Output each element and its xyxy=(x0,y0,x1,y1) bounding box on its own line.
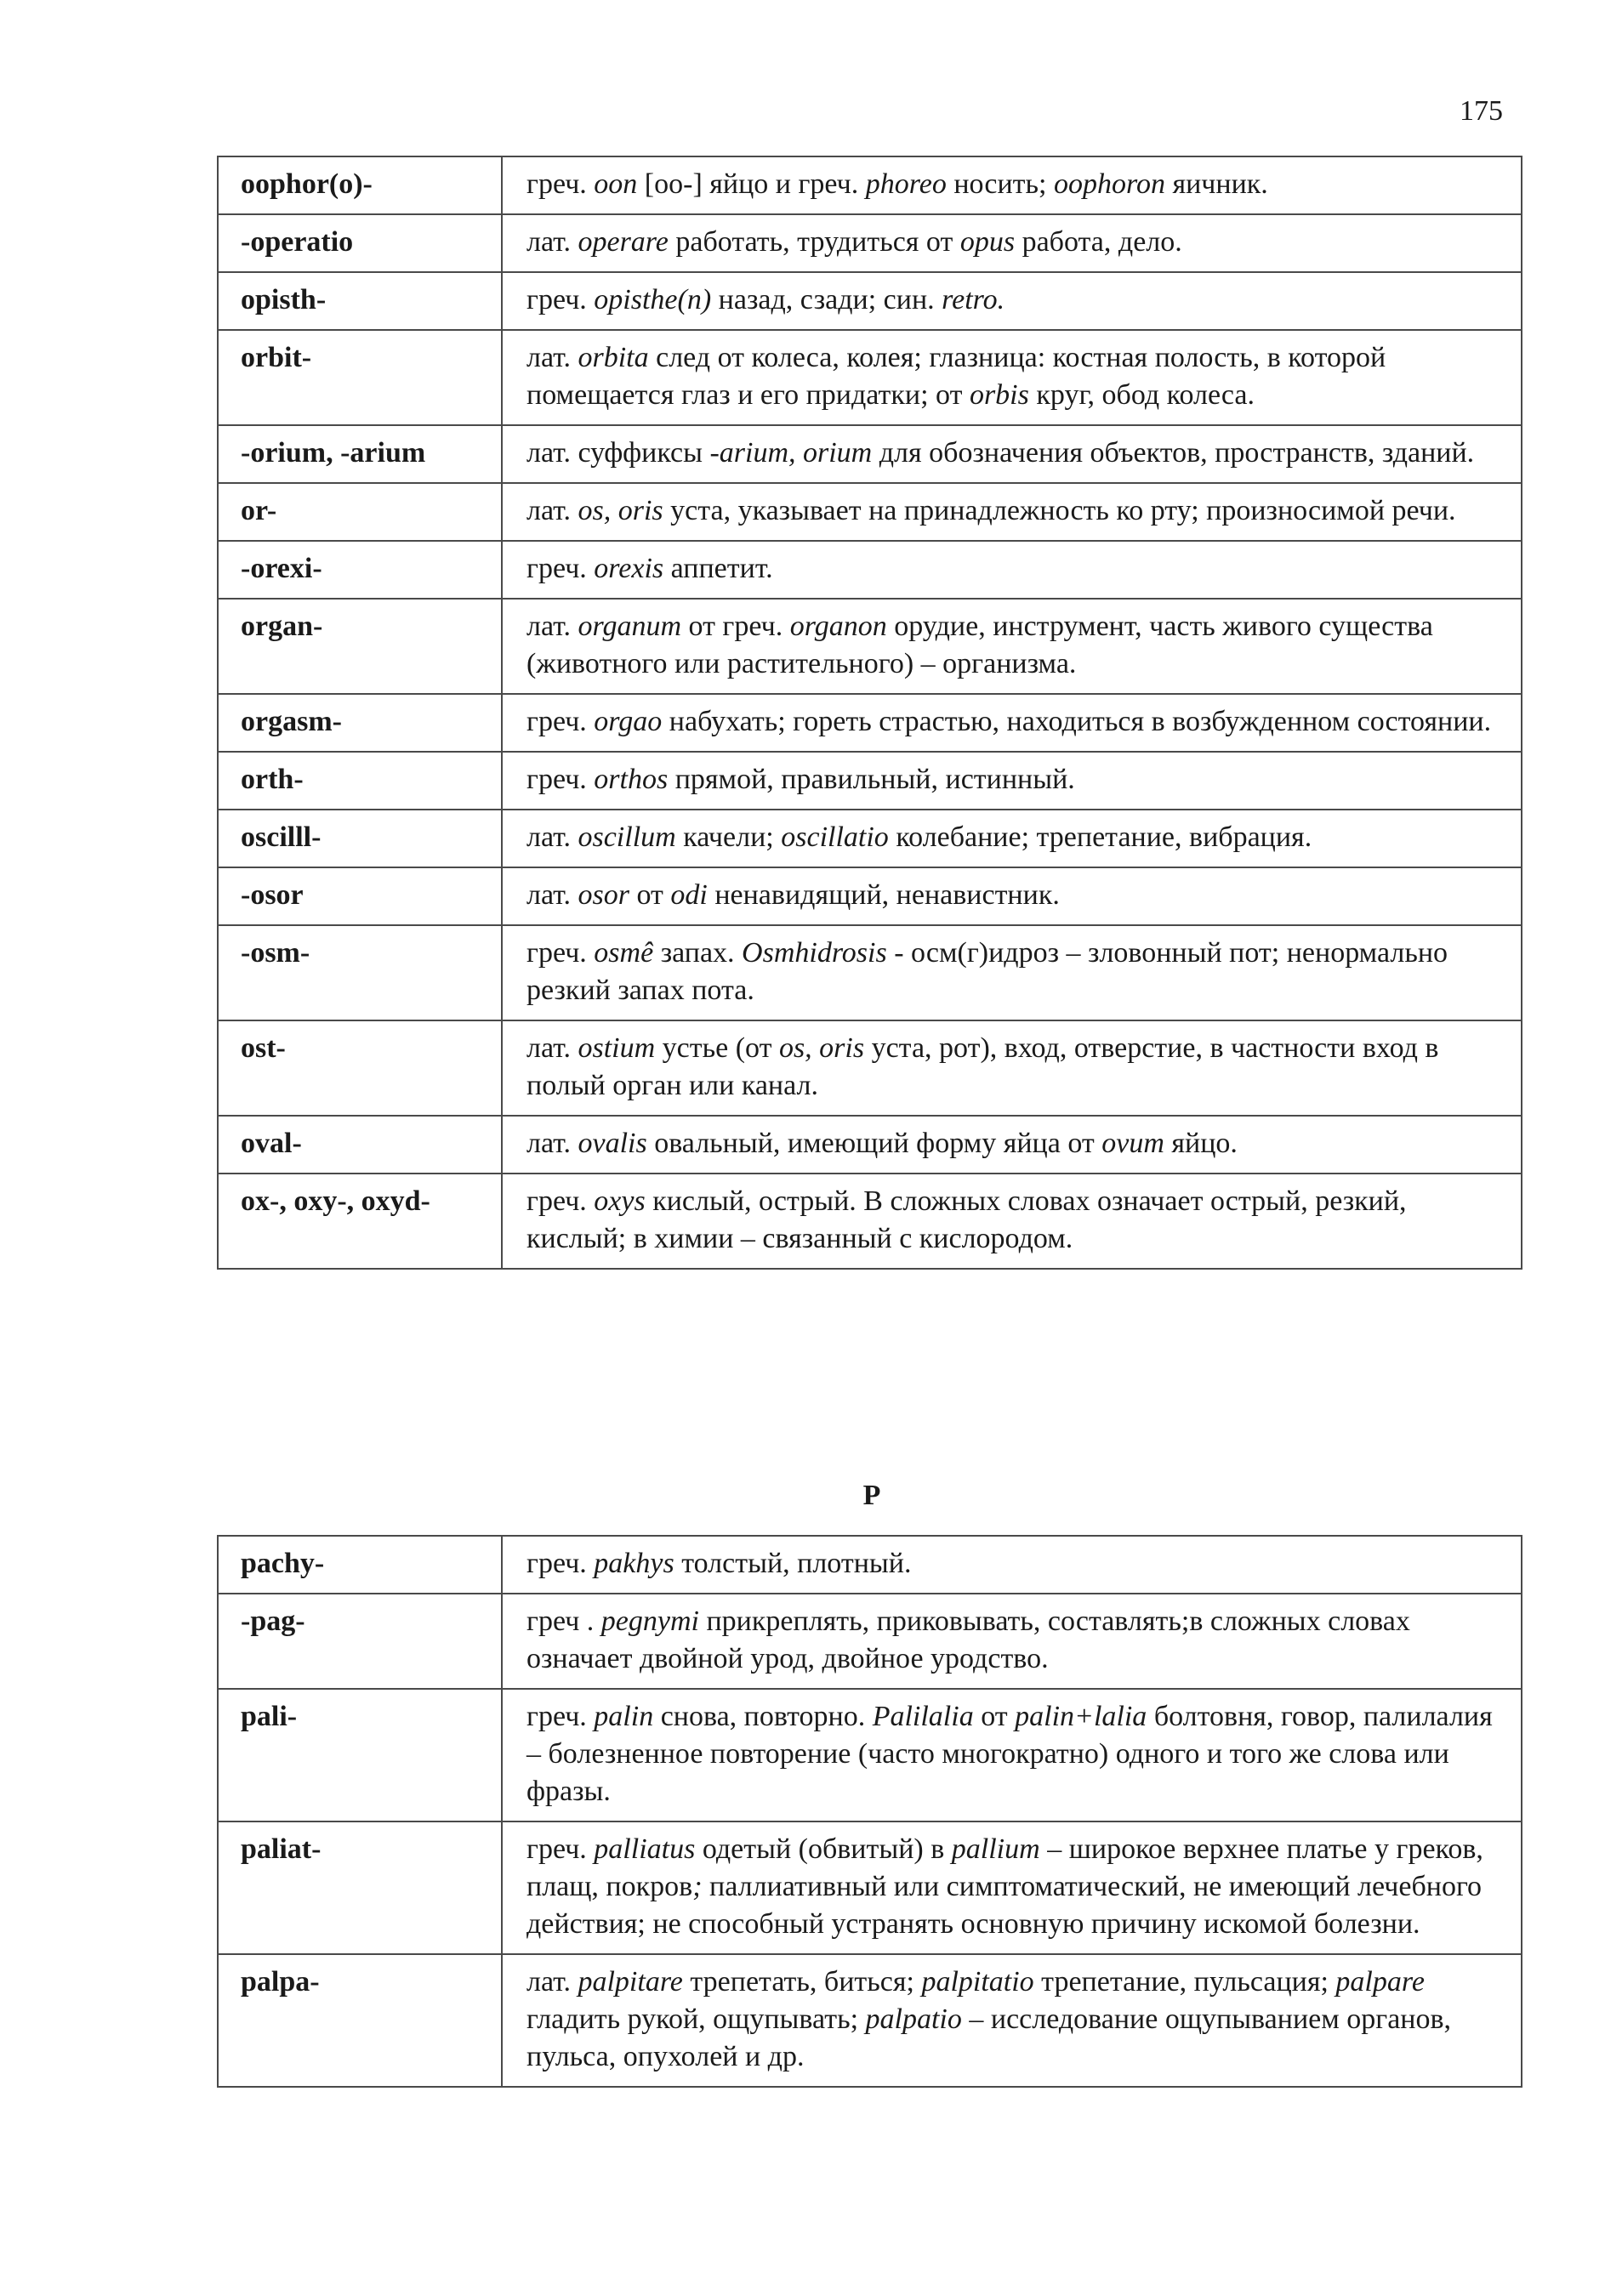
definition-italic-text: ovum xyxy=(1101,1128,1164,1159)
definition-cell xyxy=(502,272,1522,330)
definition-italic-text: palpitatio xyxy=(921,1966,1034,1998)
definition-text: набухать; гореть страстью, находиться в возбужденном состоянии. xyxy=(662,706,1492,737)
definition-cell xyxy=(502,1954,1522,2087)
term-cell: or- xyxy=(218,483,502,541)
definition-cell xyxy=(502,330,1522,425)
definition-text: лат. xyxy=(526,226,578,258)
definition-text: запах. xyxy=(653,937,743,969)
definition-text: овальный, имеющий форму яйца от xyxy=(646,1128,1102,1159)
definition-text: от xyxy=(973,1701,1016,1732)
definition-text: лат. суффиксы xyxy=(526,437,710,469)
definition-text: лат. xyxy=(526,821,578,853)
definition-text: греч. xyxy=(526,1548,595,1579)
definition-italic-text: -arium, orium xyxy=(709,437,873,469)
definition-italic-text: phoreo xyxy=(865,168,947,200)
definition-text: [oo-] яйцо и греч. xyxy=(637,168,866,200)
term-cell: ox-, oxy-, oxyd- xyxy=(218,1174,502,1269)
term-cell: orth- xyxy=(218,752,502,810)
definition-italic-text: oon xyxy=(594,168,638,200)
definition-cell xyxy=(502,1020,1522,1116)
term-cell: palpa- xyxy=(218,1954,502,2087)
definition-cell xyxy=(502,1116,1522,1174)
definition-italic-text: pallium xyxy=(951,1833,1040,1865)
table-row xyxy=(218,694,1522,752)
definition-text: яичник. xyxy=(1164,168,1268,200)
term-cell: -operatio xyxy=(218,214,502,272)
table-row xyxy=(218,214,1522,272)
table-row xyxy=(218,1174,1522,1269)
definition-cell xyxy=(502,810,1522,867)
table-row xyxy=(218,1536,1522,1594)
table-row xyxy=(218,1821,1522,1954)
definition-italic-text: orgao xyxy=(594,706,663,737)
definition-italic-text: orexis xyxy=(594,553,664,584)
dictionary-table-o xyxy=(217,156,1522,1270)
definition-text: - осм(г)идроз – зловонный пот; ненормально резкий запах пота. xyxy=(526,937,1448,1006)
definition-cell xyxy=(502,214,1522,272)
table-row xyxy=(218,810,1522,867)
definition-italic-text: retro. xyxy=(942,284,1005,315)
definition-cell xyxy=(502,925,1522,1020)
dictionary-table-p xyxy=(217,1535,1522,2088)
definition-text: аппетит. xyxy=(663,553,773,584)
term-cell: orgasm- xyxy=(218,694,502,752)
definition-italic-text: opus xyxy=(959,226,1016,258)
definition-text: назад, сзади; син. xyxy=(711,284,942,315)
definition-text: греч. xyxy=(526,937,595,969)
definition-text: прямой, правильный, истинный. xyxy=(668,764,1075,795)
table-row xyxy=(218,541,1522,599)
table-row xyxy=(218,1954,1522,2087)
definition-italic-text: palin+lalia xyxy=(1015,1701,1147,1732)
term-cell: -pag- xyxy=(218,1594,502,1689)
table-row xyxy=(218,1594,1522,1689)
definition-text: снова, повторно. xyxy=(653,1701,873,1732)
table-row xyxy=(218,330,1522,425)
definition-cell xyxy=(502,1594,1522,1689)
table-row xyxy=(218,483,1522,541)
definition-italic-text: orbita xyxy=(578,342,649,373)
definition-text: греч. xyxy=(526,1701,595,1732)
term-cell: oval- xyxy=(218,1116,502,1174)
definition-italic-text: Palilalia xyxy=(872,1701,974,1732)
definition-italic-text: ovalis xyxy=(578,1128,647,1159)
definition-text: лат. xyxy=(526,1032,578,1064)
table-row xyxy=(218,752,1522,810)
definition-text: устье (от xyxy=(655,1032,779,1064)
definition-text: от греч. xyxy=(681,611,790,642)
definition-italic-text: palpitare xyxy=(578,1966,683,1998)
definition-text: работа, дело. xyxy=(1015,226,1182,258)
definition-cell xyxy=(502,1174,1522,1269)
table-row xyxy=(218,1020,1522,1116)
term-cell: opisth- xyxy=(218,272,502,330)
definition-text: болтовня, говор, палилалия – болезненное повторение (часто многократно) одного и того же слова или фразы. xyxy=(526,1701,1493,1807)
definition-cell xyxy=(502,1536,1522,1594)
definition-text: работать, трудиться от xyxy=(668,226,960,258)
definition-italic-text: ostium xyxy=(578,1032,656,1064)
section-heading-p: P xyxy=(862,1480,881,1511)
term-cell: paliat- xyxy=(218,1821,502,1954)
definition-text: трепетать, биться; xyxy=(682,1966,922,1998)
definition-text: греч. xyxy=(526,706,595,737)
definition-text: трепетание, пульсация; xyxy=(1033,1966,1336,1998)
definition-text: греч. xyxy=(526,284,595,315)
definition-italic-text: oscillatio xyxy=(781,821,889,853)
table-row xyxy=(218,599,1522,694)
definition-text: гладить рукой, ощупывать; xyxy=(526,2003,866,2035)
definition-text: греч. xyxy=(526,553,595,584)
definition-cell xyxy=(502,867,1522,925)
definition-text: для обозначения объектов, пространств, зданий. xyxy=(872,437,1475,469)
definition-text: прикреплять, приковывать, составлять;в сложных словах означает двойной урод, двойное уродство. xyxy=(526,1605,1410,1674)
definition-text: лат. xyxy=(526,342,578,373)
definition-text: уста, рот), вход, отверстие, в частности вход в полый орган или канал. xyxy=(526,1032,1439,1101)
table-row xyxy=(218,1689,1522,1821)
definition-text: лат. xyxy=(526,1966,578,1998)
definition-text: греч. xyxy=(526,168,595,200)
definition-cell xyxy=(502,156,1522,214)
definition-text: лат. xyxy=(526,495,578,526)
definition-cell xyxy=(502,425,1522,483)
definition-text: греч. xyxy=(526,764,595,795)
table-row xyxy=(218,272,1522,330)
definition-text: качели; xyxy=(675,821,782,853)
term-cell: -osor xyxy=(218,867,502,925)
definition-text: лат. xyxy=(526,611,578,642)
table-row xyxy=(218,425,1522,483)
definition-cell xyxy=(502,752,1522,810)
term-cell: ost- xyxy=(218,1020,502,1116)
definition-italic-text: os, oris xyxy=(578,495,663,526)
definition-text: лат. xyxy=(526,1128,578,1159)
definition-text: – широкое верхнее платье у греков, плащ, покров xyxy=(526,1833,1483,1902)
term-cell: pali- xyxy=(218,1689,502,1821)
definition-italic-text: orthos xyxy=(594,764,669,795)
definition-italic-text: osor xyxy=(578,879,629,911)
page-number: 175 xyxy=(1460,95,1503,127)
definition-text: от xyxy=(629,879,671,911)
term-cell: oophor(o)- xyxy=(218,156,502,214)
definition-text: греч. xyxy=(526,1185,595,1217)
definition-text: яйцо. xyxy=(1164,1128,1238,1159)
definition-text: круг, обод колеса. xyxy=(1028,379,1255,411)
definition-italic-text: pakhys xyxy=(594,1548,674,1579)
definition-text: ненавидящий, ненавистник. xyxy=(707,879,1060,911)
term-cell: -osm- xyxy=(218,925,502,1020)
definition-cell xyxy=(502,1821,1522,1954)
definition-cell xyxy=(502,694,1522,752)
definition-text: паллиативный или симптоматический, не имеющий лечебного действия; не способный устранять основную причину искомой болезни. xyxy=(526,1871,1483,1940)
definition-text: носить; xyxy=(946,168,1054,200)
definition-text: одетый (обвитый) в xyxy=(695,1833,952,1865)
term-cell: orbit- xyxy=(218,330,502,425)
definition-italic-text: os, oris xyxy=(778,1032,865,1064)
definition-italic-text: osmê xyxy=(594,937,654,969)
term-cell: organ- xyxy=(218,599,502,694)
definition-italic-text: operare xyxy=(578,226,669,258)
definition-cell xyxy=(502,599,1522,694)
term-cell: oscilll- xyxy=(218,810,502,867)
definition-cell xyxy=(502,541,1522,599)
definition-italic-text: oxys xyxy=(594,1185,646,1217)
definition-italic-text: opisthe(n) xyxy=(594,284,712,315)
term-cell: pachy- xyxy=(218,1536,502,1594)
definition-italic-text: palpare xyxy=(1335,1966,1425,1998)
term-cell: -orium, -arium xyxy=(218,425,502,483)
definition-text: кислый, острый. В сложных словах означает острый, резкий, кислый; в химии – связанный с кислородом. xyxy=(526,1185,1407,1254)
definition-text: след от колеса, колея; глазница: костная полость, в которой помещается глаз и его придатки; от xyxy=(526,342,1386,411)
definition-cell xyxy=(502,1689,1522,1821)
definition-text: колебание; трепетание, вибрация. xyxy=(888,821,1312,853)
definition-text: уста, указывает на принадлежность ко рту; произносимой речи. xyxy=(663,495,1456,526)
table-row xyxy=(218,1116,1522,1174)
definition-italic-text: organum xyxy=(578,611,682,642)
definition-italic-text: orbis xyxy=(969,379,1029,411)
table-row xyxy=(218,867,1522,925)
definition-italic-text: odi xyxy=(670,879,708,911)
table-row xyxy=(218,925,1522,1020)
definition-italic-text: organon xyxy=(789,611,887,642)
definition-italic-text: oophoron xyxy=(1053,168,1165,200)
definition-text: лат. xyxy=(526,879,578,911)
definition-text: толстый, плотный. xyxy=(674,1548,912,1579)
term-cell: -orexi- xyxy=(218,541,502,599)
definition-text: греч . xyxy=(526,1605,601,1637)
definition-text: греч. xyxy=(526,1833,595,1865)
definition-text: орудие, инструмент, часть живого существа (животного или растительного) – организма. xyxy=(526,611,1433,679)
definition-italic-text: palliatus xyxy=(594,1833,696,1865)
definition-italic-text: ; xyxy=(692,1871,703,1902)
definition-text: – исследование ощупыванием органов, пульса, опухолей и др. xyxy=(526,2003,1452,2072)
definition-cell xyxy=(502,483,1522,541)
table-row xyxy=(218,156,1522,214)
definition-italic-text: oscillum xyxy=(578,821,676,853)
definition-italic-text: palpatio xyxy=(865,2003,962,2035)
definition-italic-text: Osmhidrosis xyxy=(742,937,887,969)
definition-italic-text: pegnymi xyxy=(600,1605,699,1637)
definition-italic-text: palin xyxy=(594,1701,654,1732)
